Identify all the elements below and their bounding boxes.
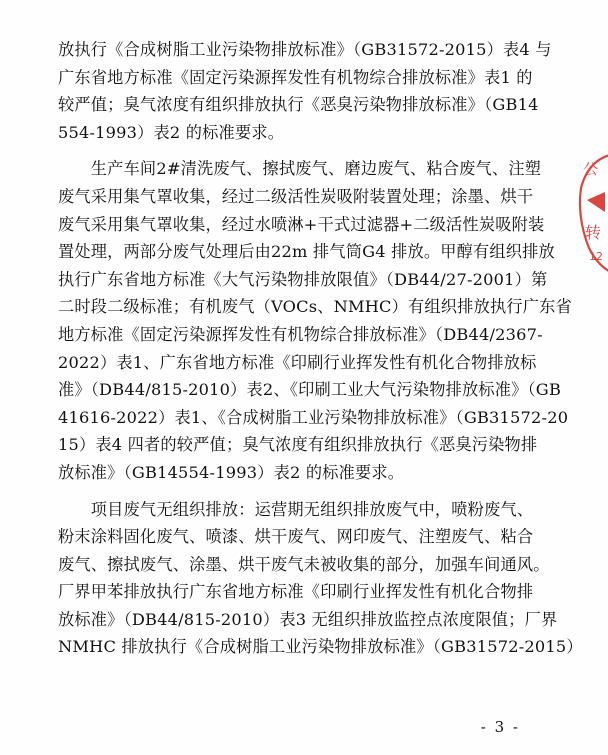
official-seal-stamp [575,148,608,278]
text-line: 废气采用集气罩收集，经过水喷淋+干式过滤器+二级活性炭吸附装 [58,214,545,234]
text-line: 放标准》（GB14554-1993）表2 的标准要求。 [58,462,405,482]
page-number: - 3 - [480,718,520,736]
text-line: 废气、擦拭废气、涂墨、烘干废气未被收集的部分，加强车间通风。 [58,554,550,574]
seal-char: 12 [589,250,603,263]
text-line: 厂界甲苯排放执行广东省地方标准《印刷行业挥发性有机化合物排 [58,582,534,602]
text-line: 二时段二级标准；有机废气（VOCs、NMHC）有组织排放执行广东省 [58,297,572,317]
seal-char: 转 [585,223,602,242]
seal-graphic [575,148,608,278]
text-line: 41616-2022）表1、《合成树脂工业污染物排放标准》（GB31572-20 [58,407,569,427]
text-line: 放执行《合成树脂工业污染物排放标准》（GB31572-2015）表4 与 [58,40,552,59]
text-line: 粉末涂料固化废气、喷漆、烘干废气、网印废气、注塑废气、粘合 [58,527,534,547]
body-text [58,36,583,661]
text-line: 生产车间2#清洗废气、擦拭废气、磨边废气、粘合废气、注塑 [58,159,542,179]
text-line: 15）表4 四者的较严值；臭气浓度有组织排放执行《恶臭污染物排 [58,435,538,455]
text-line: 554-1993）表2 的标准要求。 [58,122,285,142]
text-line: 项目废气无组织排放：运营期无组织排放废气中，喷粉废气、 [58,499,534,519]
text-line: NMHC 排放执行《合成树脂工业污染物排放标准》（GB31572-2015） [58,637,583,657]
text-line: 执行广东省地方标准《大气污染物排放限值》（DB44/27-2001）第 [58,269,548,289]
text-line: 地方标准《固定污染源挥发性有机物综合排放标准》（DB44/2367- [58,324,543,344]
text-line: 准》（DB44/815-2010）表2、《印刷工业大气污染物排放标准》（GB [58,380,562,400]
paragraph-gap [58,146,548,155]
text-line: 废气采用集气罩收集，经过二级活性炭吸附装置处理；涂墨、烘干 [58,186,534,206]
text-line: 置处理，两部分废气处理后由22m 排气筒G4 排放。甲醇有组织排放 [58,242,555,262]
text-line: 广东省地方标准《固定污染源挥发性有机物综合排放标准》表1 的 [58,67,533,87]
seal-char: 公 [583,160,599,178]
text-line: 2022）表1、广东省地方标准《印刷行业挥发性有机化合物排放标 [58,352,537,372]
paragraph-gap [58,487,548,496]
text-line: 较严值；臭气浓度有组织排放执行《恶臭污染物排放标准》（GB14 [58,95,539,115]
text-line: 放标准》（DB44/815-2010）表3 无组织排放监控点浓度限值；厂界 [58,609,558,629]
